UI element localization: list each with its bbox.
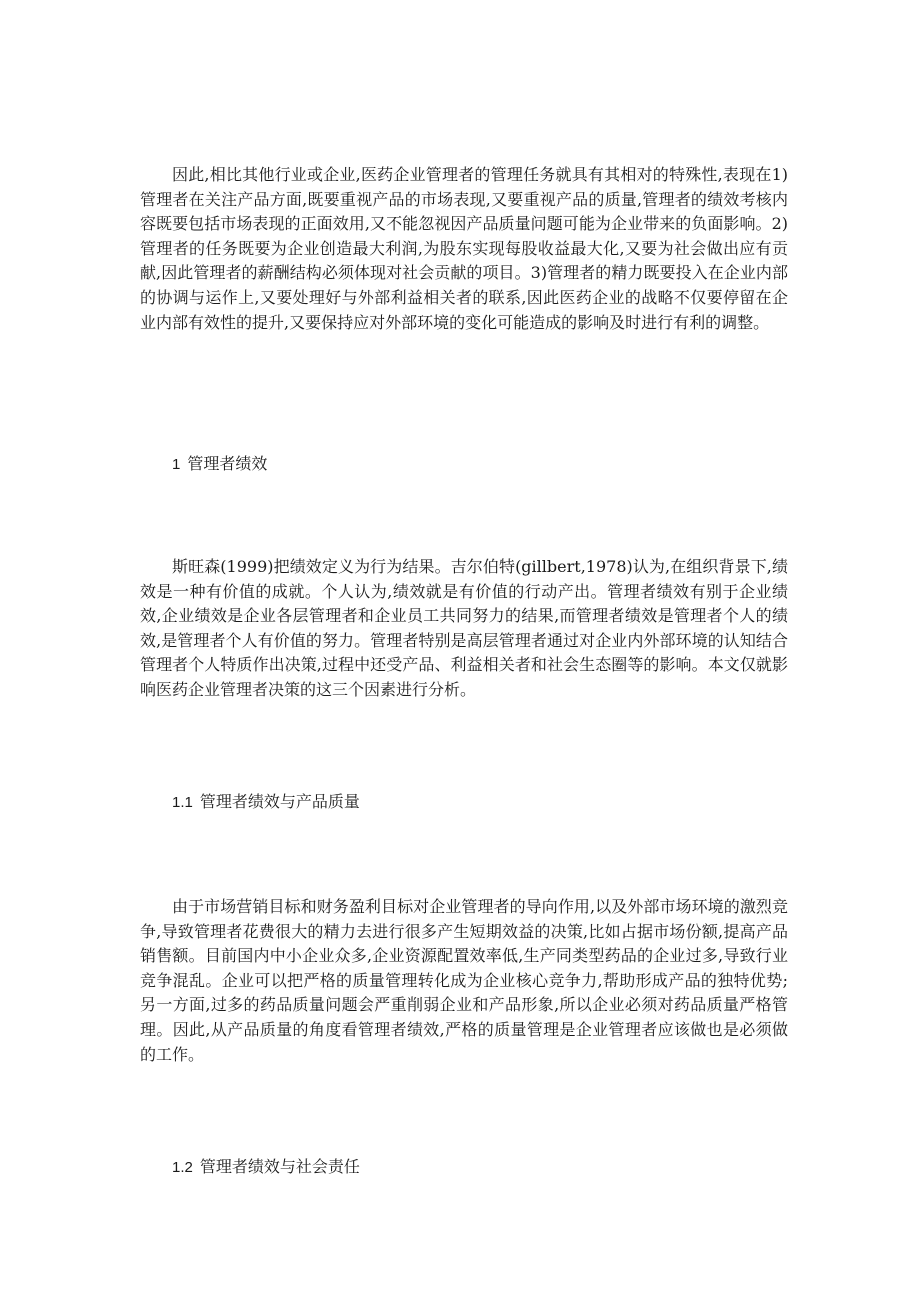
- section-number: 1.1: [172, 794, 193, 811]
- paragraph-intro: 因此,相比其他行业或企业,医药企业管理者的管理任务就具有其相对的特殊性,表现在1)管理者在关注产品方面,既要重视产品的市场表现,又要重视产品的质量,管理者的绩效考核内容既要包括市场表现的正面效用,又不能忽视因产品质量问题可能为企业带来的负面影响。2)管理者的任务既要为企业创造最大利润,为股东实现每股收益最大化,又要为社会做出应有贡献,因此管理者的薪酬结构必须体现对社会贡献的项目。3)管理者的精力既要投入在企业内部的协调与运作上,又要处理好与外部利益相关者的联系,因此医药企业的战略不仅要停留在企业内部有效性的提升,又要保持应对外部环境的变化可能造成的影响及时进行有利的调整。: [140, 165, 788, 332]
- section-number: 1: [172, 456, 181, 473]
- paragraph-product-quality: 由于市场营销目标和财务盈利目标对企业管理者的导向作用,以及外部市场环境的激烈竞争,导致管理者花费很大的精力去进行很多产生短期效益的决策,比如占据市场份额,提高产品销售额。目前国内中小企业众多,企业资源配置效率低,生产同类型药品的企业过多,导致行业竞争混乱。企业可以把严格的质量管理转化成为企业核心竞争力,帮助形成产品的独特优势;另一方面,过多的药品质量问题会严重削弱企业和产品形象,所以企业必须对药品质量严格管理。因此,从产品质量的角度看管理者绩效,严格的质量管理是企业管理者应该做也是必须做的工作。: [140, 897, 788, 1064]
- section-heading-1-2: [172, 1155, 360, 1180]
- section-title: 管理者绩效与社会责任: [199, 1157, 360, 1176]
- section-heading-1-1: [172, 790, 360, 815]
- section-title: 管理者绩效与产品质量: [199, 792, 360, 811]
- section-number: 1.2: [172, 1159, 193, 1176]
- section-heading-1: [172, 452, 267, 477]
- section-title: 管理者绩效: [187, 454, 268, 473]
- paragraph-performance-definition: 斯旺森(1999)把绩效定义为行为结果。吉尔伯特(gillbert,1978)认为,在组织背景下,绩效是一种有价值的成就。个人认为,绩效就是有价值的行动产出。管理者绩效有别于企业绩效,企业绩效是企业各层管理者和企业员工共同努力的结果,而管理者绩效是管理者个人的绩效,是管理者个人有价值的努力。管理者特别是高层管理者通过对企业内外部环境的认知结合管理者个人特质作出决策,过程中还受产品、利益相关者和社会生态圈等的影响。本文仅就影响医药企业管理者决策的这三个因素进行分析。: [140, 557, 788, 699]
